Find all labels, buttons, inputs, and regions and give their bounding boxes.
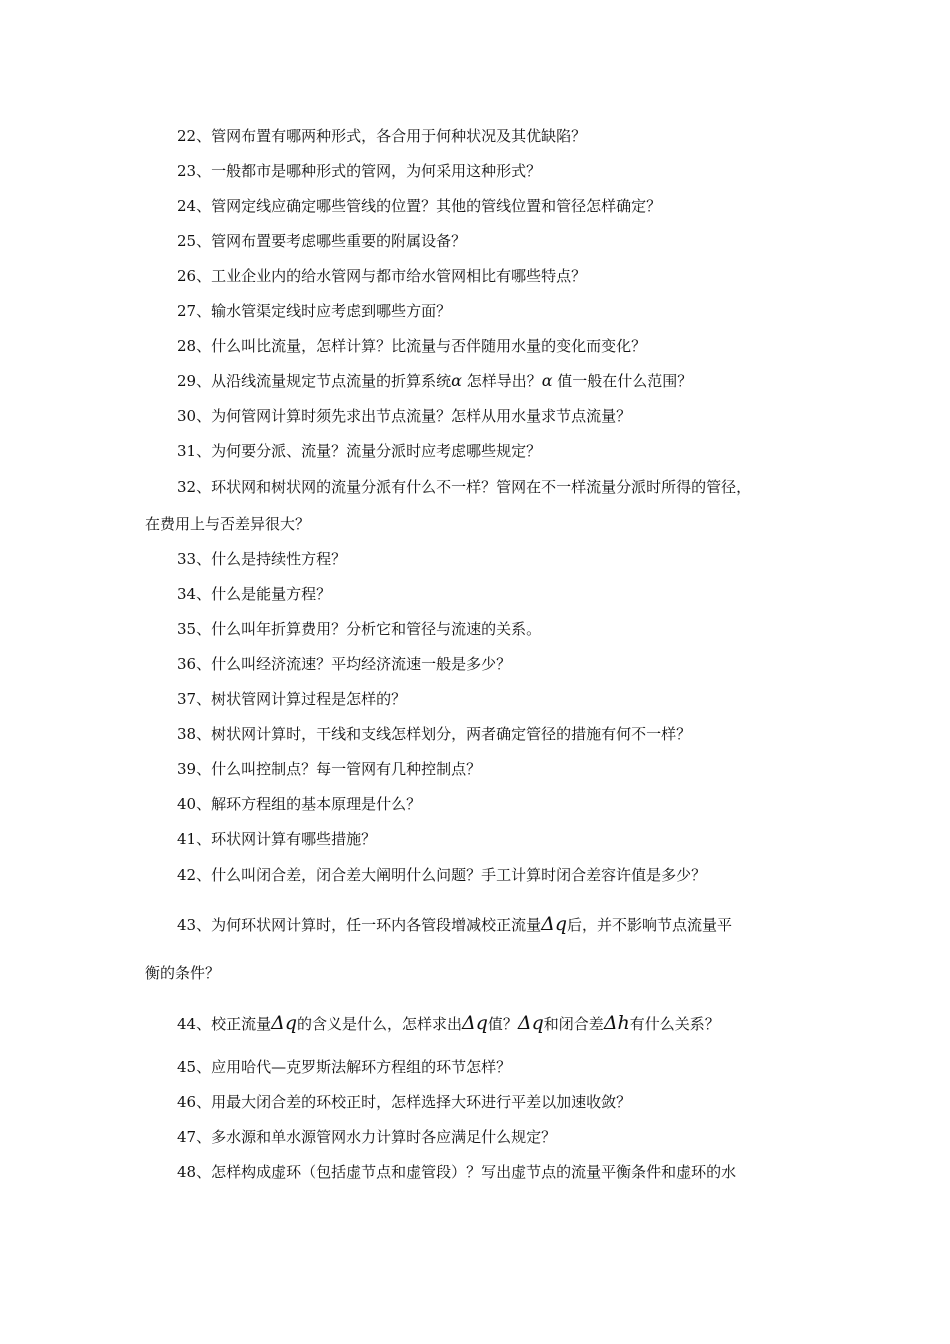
delta-q-symbol: Δq (541, 913, 567, 935)
question-43-text-1: 43、为何环状网计算时，任一环内各管段增减校正流量 (177, 916, 542, 934)
delta-h-symbol: Δh (603, 1012, 630, 1034)
question-28: 28、什么叫比流量，怎样计算？比流量与否伴随用水量的变化而变化？ (177, 337, 647, 355)
question-48: 48、怎样构成虚环（包括虚节点和虚管段）？写出虚节点的流量平衡条件和虚环的水 (177, 1163, 737, 1181)
question-47: 47、多水源和单水源管网水力计算时各应满足什么规定？ (177, 1128, 557, 1146)
delta-q-symbol: Δq (462, 1012, 488, 1034)
question-30: 30、为何管网计算时须先求出节点流量？怎样从用水量求节点流量？ (177, 407, 632, 425)
question-45: 45、应用哈代—克罗斯法解环方程组的环节怎样？ (177, 1058, 512, 1076)
question-43-line-2: 衡的条件？ (145, 964, 221, 982)
question-32-line-1: 32、环状网和树状网的流量分派有什么不一样？管网在不一样流量分派时所得的管径， (177, 478, 752, 496)
question-33: 33、什么是持续性方程？ (177, 550, 347, 568)
delta-q-symbol: Δq (517, 1012, 544, 1034)
question-29-text-3: 值一般在什么范围？ (557, 372, 693, 390)
question-29 (177, 371, 692, 391)
delta-q-symbol: Δq (271, 1012, 297, 1034)
question-25: 25、管网布置要考虑哪些重要的附属设备？ (177, 232, 467, 250)
alpha-symbol: α (451, 371, 462, 390)
question-41: 41、环状网计算有哪些措施？ (177, 830, 377, 848)
question-44-text-2: 的含义是什么，怎样求出 (296, 1015, 462, 1033)
question-44-text-4: 和闭合差 (543, 1015, 604, 1033)
question-42: 42、什么叫闭合差，闭合差大阐明什么问题？手工计算时闭合差容许值是多少？ (177, 866, 707, 884)
question-38: 38、树状网计算时，干线和支线怎样划分，两者确定管径的措施有何不一样？ (177, 725, 692, 743)
question-44-text-3: 值？ (487, 1015, 518, 1033)
question-39: 39、什么叫控制点？每一管网有几种控制点？ (177, 760, 482, 778)
question-40: 40、解环方程组的基本原理是什么？ (177, 795, 422, 813)
question-24: 24、管网定线应确定哪些管线的位置？其他的管线位置和管径怎样确定？ (177, 197, 662, 215)
question-36: 36、什么叫经济流速？平均经济流速一般是多少？ (177, 655, 512, 673)
question-44-text-1: 44、校正流量 (177, 1015, 272, 1033)
question-22: 22、管网布置有哪两种形式，各合用于何种状况及其优缺陷？ (177, 127, 587, 145)
question-26: 26、工业企业内的给水管网与都市给水管网相比有哪些特点？ (177, 267, 587, 285)
question-37: 37、树状管网计算过程是怎样的？ (177, 690, 407, 708)
question-32-line-2: 在费用上与否差异很大？ (145, 515, 311, 533)
question-34: 34、什么是能量方程？ (177, 585, 332, 603)
question-43-line-1 (177, 914, 732, 935)
question-44-text-5: 有什么关系？ (629, 1015, 720, 1033)
question-29-text-2: 怎样导出？ (466, 372, 542, 390)
question-31: 31、为何要分派、流量？流量分派时应考虑哪些规定？ (177, 442, 542, 460)
question-46: 46、用最大闭合差的环校正时，怎样选择大环进行平差以加速收敛？ (177, 1093, 632, 1111)
question-29-text-1: 29、从沿线流量规定节点流量的折算系统 (177, 372, 452, 390)
question-44 (177, 1013, 720, 1034)
alpha-symbol: α (541, 371, 553, 390)
question-35: 35、什么叫年折算费用？分析它和管径与流速的关系。 (177, 620, 542, 638)
question-43-text-2: 后，并不影响节点流量平 (566, 916, 732, 934)
question-27: 27、输水管渠定线时应考虑到哪些方面？ (177, 302, 452, 320)
question-23: 23、一般都市是哪种形式的管网，为何采用这种形式？ (177, 162, 542, 180)
